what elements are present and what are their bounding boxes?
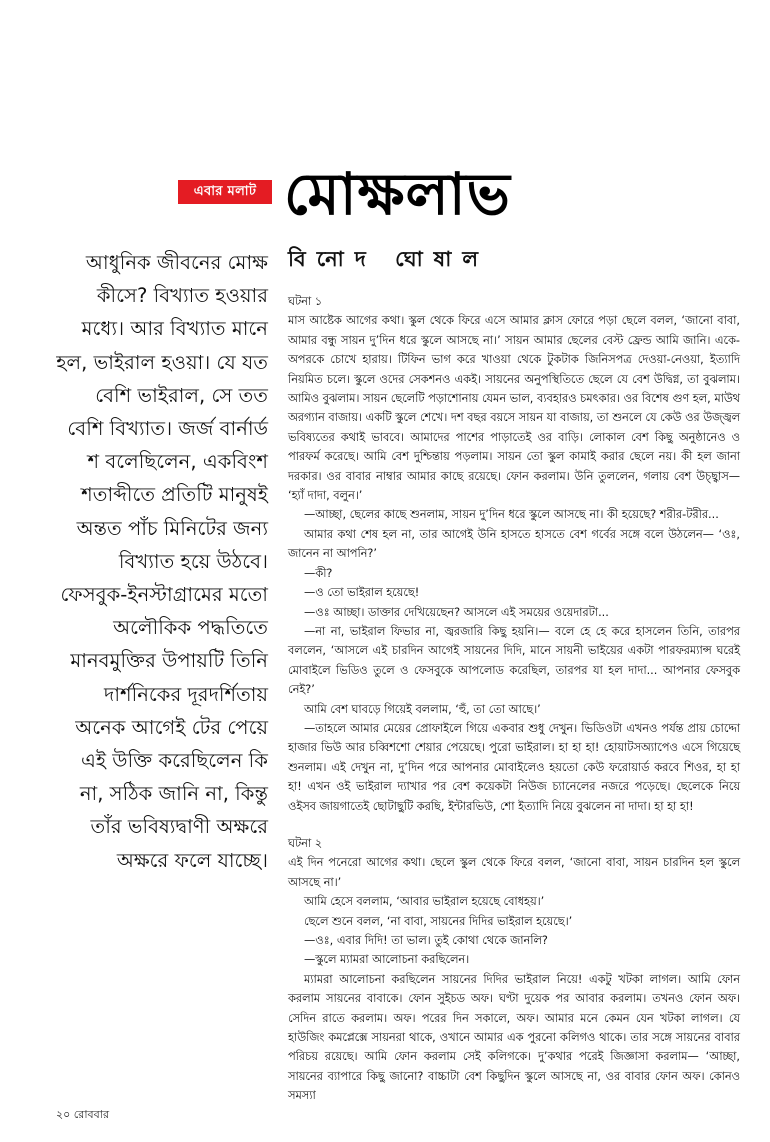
paragraph: মাস আষ্টেক আগের কথা। স্কুল থেকে ফিরে এসে আমার ক্লাস ফোরে পড়া ছেলে বলল, ‘জানো বাবা, আমার বন্ধু সায়ন দু’দিন ধরে স্কুলে আসছে না।’ সায়ন আমার ছেলের বেস্ট ফ্রেন্ড আমি জানি। একে-অপরকে চোখে হারায়। টিফিন ভাগ করে খাওয়া থেকে টুকটাক জিনিসপত্র দেওয়া-নেওয়া, ইত্যাদি নিয়মিত চলে। স্কুলে ওদের সেকশনও একই। সায়নের অনুপস্থিতিতে ছেলে যে বেশ উদ্বিগ্ন, তা বুঝলাম। আমিও বুঝলাম। সায়ন ছেলেটি পড়াশোনায় যেমন ভাল, ব্যবহারও চমৎকার। ওর বিশেষ গুণ হল, মাউথ অরগ্যান বাজায়। একটি স্কুলে শেখে। দশ বছর বয়সে সায়ন যা বাজায়, তা শুনলে যে কেউ ওর উজ্জ্বল ভবিষ্যতের কথাই ভাববে। আমাদের পাশের পাড়াতেই ওর বাড়ি। লোকাল বেশ কিছু অনুষ্ঠানেও ও পারফর্ম করেছে। আমি বেশ দুশ্চিন্তায় পড়লাম। সায়ন তো স্কুল কামাই করার ছেলে নয়। কী হল জানা দরকার। ওর বাবার নাম্বার আমার কাছে রয়েছে। ফোন করলাম। উনি তুললেন, গলায় বেশ উচ্ছ্বাস— ‘হ্যাঁ দাদা, বলুন।’ — [288, 314, 740, 503]
section-gap — [288, 816, 740, 834]
event-heading: ঘটনা ১ — [288, 295, 323, 308]
paragraph: —তাহলে আমার মেয়ের প্রোফাইলে গিয়ে একবার শুধু দেখুন। ভিডিওটা এখনও পর্যন্ত প্রায় চোদ্দো হাজার ভিউ আর চব্বিশশো শেয়ার পেয়েছে। পুরো ভাইরাল। হা হা হা! হোয়াটসঅ্যাপেও এসে গিয়েছে শুনলাম। এই দেখুন না, দু’দিন পরে আপনার মোবাইলেও হয়তো কেউ ফরোয়ার্ড করবে শিওর, হা হা হা! এখন ওই ভাইরাল দ্যাখার পর বেশ কয়েকটা নিউজ চ্যানেলের নজরে পড়েছে। ছেলেকে নিয়ে ওইসব জায়গাতেই ছোটাছুটি করছি, ইন্টারভিউ, শো ইত্যাদি নিয়ে বুঝলেন না দাদা। হা হা হা! — [288, 721, 740, 813]
section-tag: এবার মলাট — [178, 180, 272, 204]
paragraph: —ও তো ভাইরাল হয়েছে! — [304, 586, 420, 600]
byline: বিনোদ ঘোষাল — [288, 247, 489, 271]
paragraph: আমি বেশ ঘাবড়ে গিয়েই বললাম, ‘হুঁ, তা তো আছে।’ — [304, 702, 541, 716]
paragraph: আমার কথা শেষ হল না, তার আগেই উনি হাসতে হাসতে বেশ গর্বের সঙ্গে বলে উঠলেন— ‘ওঃ, জানেন না আপনি?’ — [288, 527, 740, 561]
paragraph: ম্যামরা আলোচনা করছিলেন সায়নের দিদির ভাইরাল নিয়ে! একটু খটকা লাগল। আমি ফোন করলাম সায়নের বাবাকে। ফোন সুইচড অফ। ঘণ্টা দুয়েক পর আবার করলাম। তখনও ফোন অফ। সেদিন রাতে করলাম। অফ। পরের দিন সকালে, অফ। আমার মনে কেমন যেন খটকা লাগল। যে হাউজিং কমপ্লেক্সে সায়নরা থাকে, ওখানে আমার এক পুরনো কলিগও থাকে। তার সঙ্গে সায়নের বাবার পরিচয় রয়েছে। আমি ফোন করলাম সেই কলিগকে। দু’কথার পরেই জিজ্ঞাসা করলাম— ‘আচ্ছা, সায়নের ব্যাপারে কিছু জানো? বাচ্চাটা বেশ কিছুদিন স্কুলে আসছে না, ওর বাবার ফোন অফ। কোনও সমস্যা — [288, 972, 740, 1103]
paragraph: —কী? — [304, 566, 333, 580]
event-heading: ঘটনা ২ — [288, 836, 323, 850]
paragraph: —ওঃ আচ্ছা। ডাক্তার দেখিয়েছেন? আসলে এই সময়ের ওয়েদারটা... — [304, 605, 609, 619]
paragraph: —না না, ভাইরাল ফিভার না, জ্বরজারি কিছু হয়নি।— বলে হে হে করে হাসলেন তিনি, তারপর বললেন, ‘আসলে এই চারদিন আগেই সায়নের দিদি, মানে সায়নী ভাইয়ের একটা পারফরম্যান্স ঘরেই মোবাইলে ভিডিও তুলে ও ফেসবুকে আপলোড করেছিল, তারপর যা হল দাদা... আপনার ফেসবুক নেই?’ — [288, 624, 740, 697]
page-footer: ২০ রোববার — [56, 1108, 109, 1121]
paragraph: এই দিন পনেরো আগের কথা। ছেলে স্কুল থেকে ফিরে বলল, ‘জানো বাবা, সায়ন চারদিন হল স্কুলে আসছে না।’ — [288, 856, 740, 889]
article-title: মোক্ষলাভ — [284, 160, 511, 228]
article-body — [288, 292, 740, 1106]
pull-quote: আধুনিক জীবনের মোক্ষ কীসে? বিখ্যাত হওয়ার মধ্যে। আর বিখ্যাত মানে হল, ভাইরাল হওয়া। যে যত বেশি ভাইরাল, সে তত বেশি বিখ্যাত। জর্জ বার্নার্ড শ বলেছিলেন, একবিংশ শতাব্দীতে প্রতিটি মানুষই অন্তত পাঁচ মিনিটের জন্য বিখ্যাত হয়ে উঠবে। ফেসবুক-ইনস্টাগ্রামের মতো অলৌকিক পদ্ধতিতে মানবমুক্তির উপায়টি তিনি দার্শনিকের দূরদর্শিতায় অনেক আগেই টের পেয়ে এই উক্তি করেছিলেন কি না, সঠিক জানি না, কিন্তু তাঁর ভবিষ্যদ্বাণী অক্ষরে অক্ষরে ফলে যাচ্ছে। — [56, 251, 268, 872]
paragraph: —ওঃ, এবার দিদি! তা ভাল। তুই কোথা থেকে জানলি? — [304, 934, 548, 947]
paragraph: ছেলে শুনে বলল, ‘না বাবা, সায়নের দিদির ভাইরাল হয়েছে।’ — [304, 914, 573, 928]
paragraph: —আচ্ছা, ছেলের কাছে শুনলাম, সায়ন দু’দিন ধরে স্কুলে আসছে না। কী হয়েছে? শরীর-টরীর... — [304, 508, 719, 522]
paragraph: —স্কুলে ম্যামরা আলোচনা করছিলেন। — [304, 953, 470, 967]
paragraph: আমি হেসে বললাম, ‘আবার ভাইরাল হয়েছে বোধহয়।’ — [304, 895, 545, 909]
